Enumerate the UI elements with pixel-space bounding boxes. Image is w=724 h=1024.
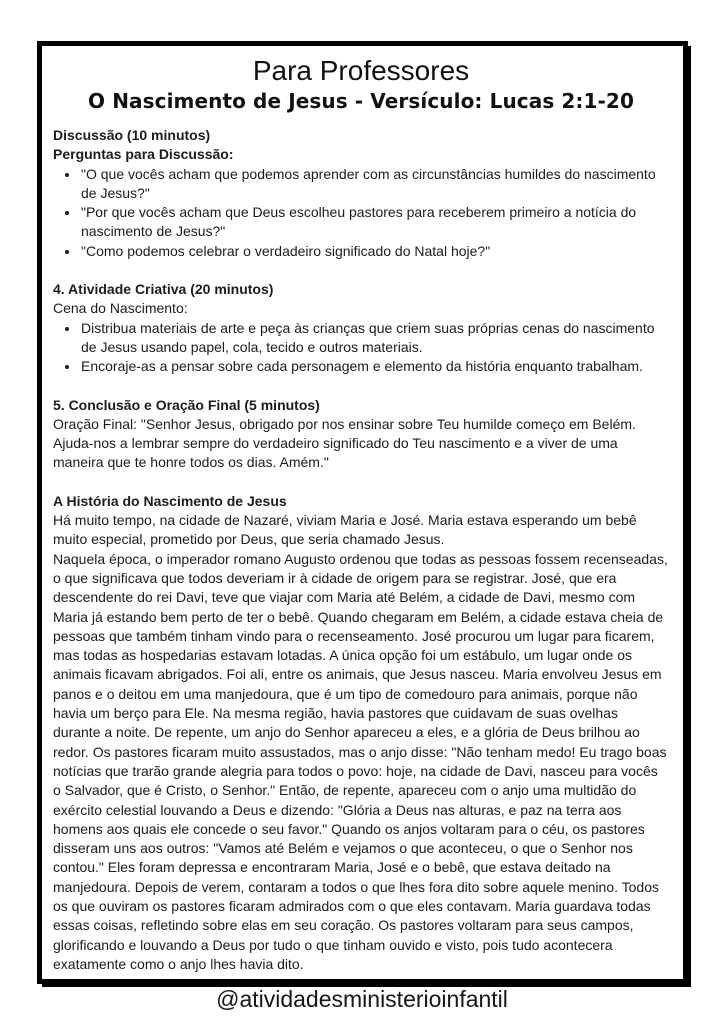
section-creative-activity: [53, 280, 669, 376]
section-story-heading: A História do Nascimento de Jesus: [53, 492, 287, 509]
section-creative-activity-intro: Cena do Nascimento:: [53, 300, 188, 317]
list-item: • Encoraje-as a pensar sobre cada personagem e elemento da história enquanto trabalham.: [80, 357, 669, 376]
list-item: • "Como podemos celebrar o verdadeiro significado do Natal hoje?": [80, 242, 669, 261]
document-body: [53, 126, 669, 974]
creative-activity-list: [53, 319, 669, 377]
section-discussion-heading: Discussão (10 minutos): [53, 127, 211, 143]
section-conclusion: [53, 396, 669, 473]
page-subtitle: O Nascimento de Jesus - Versículo: Lucas 2:1-20: [88, 89, 634, 113]
list-item: • "O que vocês acham que podemos aprender com as circunstâncias humildes do nascimento de Jesus?": [80, 165, 669, 204]
section-creative-activity-heading: 4. Atividade Criativa (20 minutos): [53, 281, 274, 298]
section-discussion-subheading: Perguntas para Discussão:: [53, 146, 234, 163]
list-item: • "Por que vocês acham que Deus escolheu pastores para receberem primeiro a notícia do nascimento de Jesus?": [80, 203, 669, 242]
page-border-frame: [37, 41, 688, 984]
list-item: • Distribua materiais de arte e peça às crianças que criem suas próprias cenas do nascimento de Jesus usando papel, cola, tecido e outros materiais.: [80, 319, 669, 358]
section-conclusion-heading: 5. Conclusão e Oração Final (5 minutos): [53, 396, 320, 413]
discussion-question-list: [53, 165, 669, 261]
footer-handle: @atividadesministerioinfantil: [216, 986, 508, 1012]
final-prayer-text: Oração Final: "Senhor Jesus, obrigado por nos ensinar sobre Teu humilde começo em Belém. Ajuda-nos a lembrar sempre do verdadeiro significado do Teu nascimento e a viver de uma maneira que te honre todos os dias. Amém.": [53, 415, 636, 471]
section-discussion: [53, 126, 669, 261]
story-paragraph: Há muito tempo, na cidade de Nazaré, viviam Maria e José. Maria estava esperando um bebê muito especial, prometido por Deus, que seria chamado Jesus.: [53, 512, 637, 548]
page-title: Para Professores: [252, 55, 470, 86]
story-paragraph: Naquela época, o imperador romano Augusto ordenou que todas as pessoas fossem recenseadas, o que significava que todos deveriam ir à cidade de origem para se registrar. José, que era descendente do rei Davi, teve que viajar com Maria até Belém, a cidade de Davi, mesmo com Maria já estando bem perto de ter o bebê. Quando chegaram em Belém, a cidade estava cheia de pessoas que também tinham vindo para o recenseamento. José procurou um lugar para ficarem, mas todas as hospedarias estavam lotadas. A única opção foi um estábulo, um lugar onde os animais ficavam abrigados. Foi ali, entre os animais, que Jesus nasceu. Maria envolveu Jesus em panos e o deitou em uma manjedoura, que é um tipo de comedouro para animais, porque não havia um berço para Ele. Na mesma região, havia pastores que cuidavam de suas ovelhas durante a noite. De repente, um anjo do Senhor apareceu a eles, e a glória de Deus brilhou ao redor. Os pastores ficaram muito assustados, mas o anjo disse: "Não tenham medo! Eu trago boas notícias que trarão grande alegria para todos o povo: hoje, na cidade de Davi, nasceu para vocês o Salvador, que é Cristo, o Senhor." Então, de repente, apareceu com o anjo uma multidão do exército celestial louvando a Deus e dizendo: "Glória a Deus nas alturas, e paz na terra aos homens aos quais ele concede o seu favor." Quando os anjos voltaram para o céu, os pastores disseram uns aos outros: "Vamos até Belém e vejamos o que aconteceu, o que o Senhor nos contou." Eles foram depressa e encontraram Maria, José e o bebê, que estava deitado na manjedoura. Depois de verem, contaram a todos o que lhes fora dito sobre aquele menino. Todos os que ouviram os pastores ficaram admirados com o que eles contavam. Maria guardava todas essas coisas, refletindo sobre elas em seu coração. Os pastores voltaram para seus campos, glorificando e louvando a Deus por tudo o que tinham ouvido e visto, pois tudo acontecera exatamente como o anjo lhes havia dito.: [53, 550, 668, 972]
section-story: [53, 492, 669, 974]
